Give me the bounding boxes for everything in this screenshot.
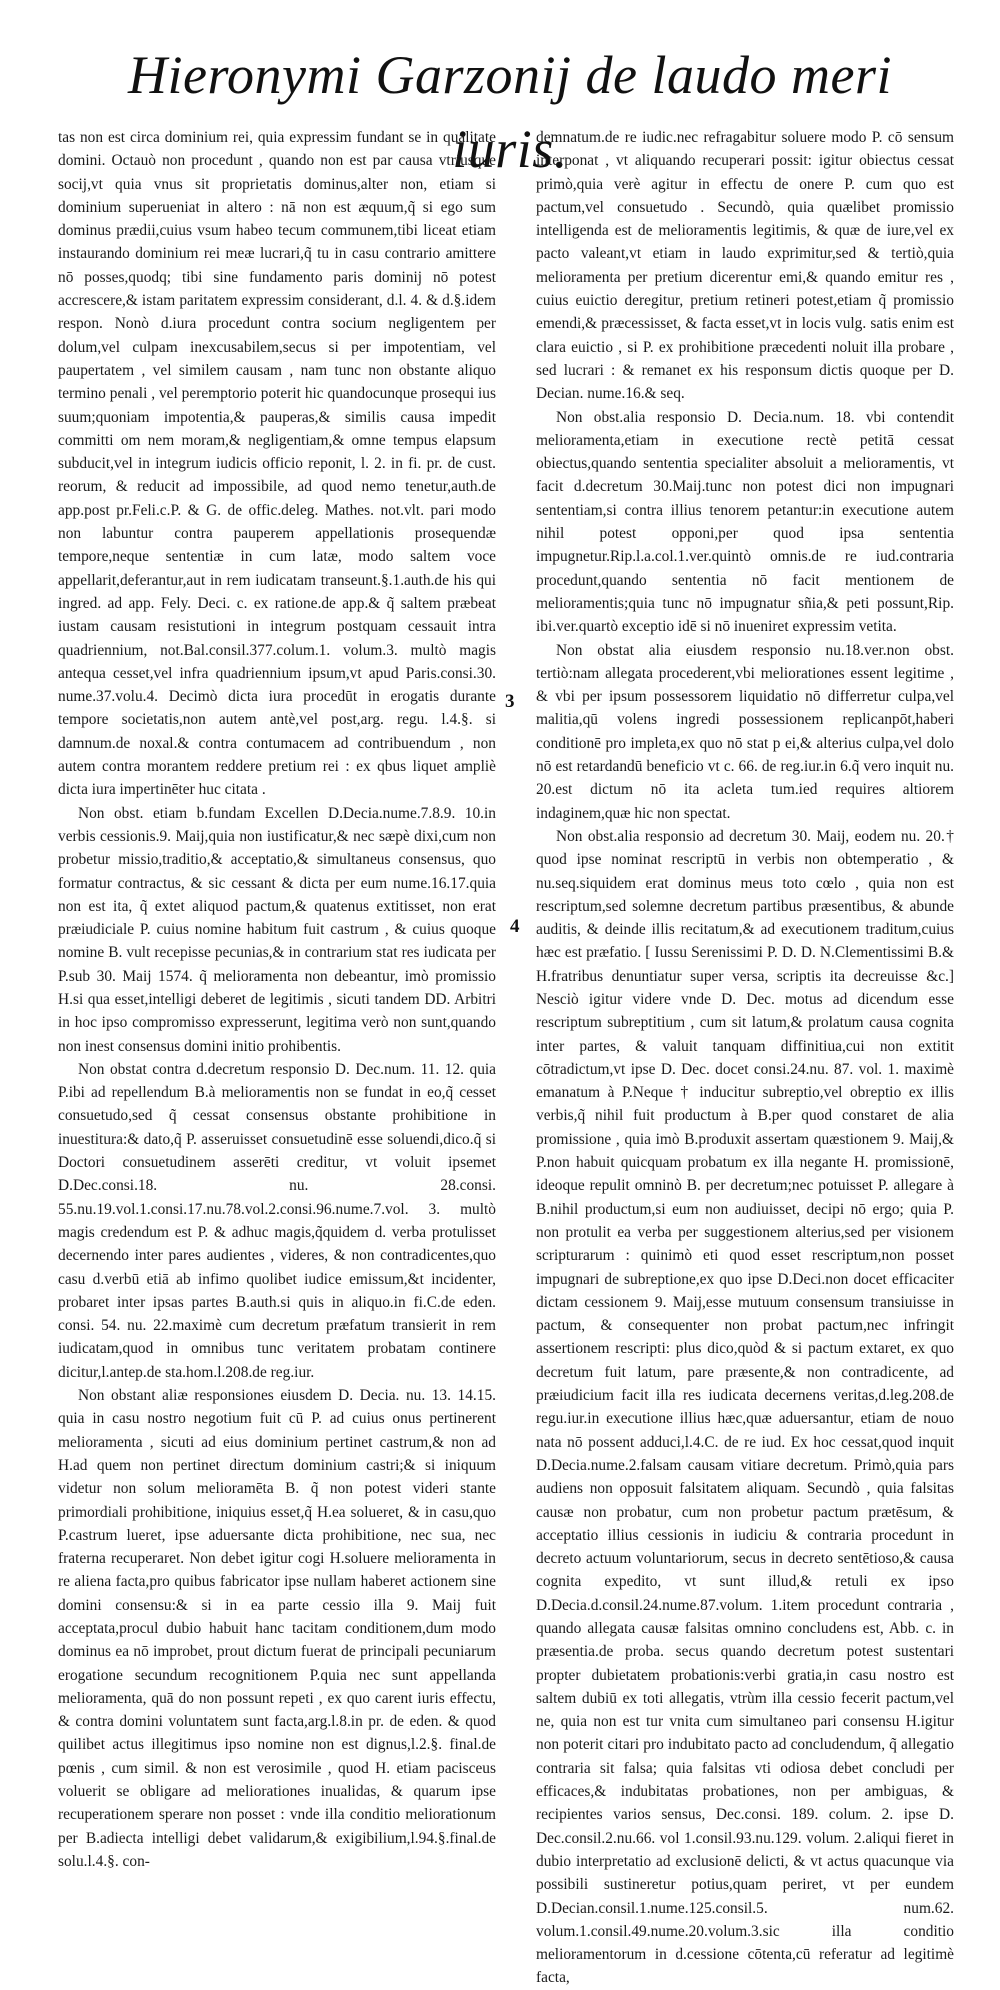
running-title: Hieronymi Garzonij de laudo meri iuris.	[128, 45, 892, 179]
margin-marker: 4	[510, 916, 520, 937]
left-column	[58, 126, 496, 1873]
right-paragraph: demnatum.de re iudic.nec refragabitur soluere modo P. cō sensum interponat , vt aliquando recuperari possit: igitur obiectus cessat primò,quia verè agitur in effectu de onere P. cum quo est pactum,vel consuetudo . Secundò, quia quælibet promissio intelligenda est de melioramentis legitimis, & quæ de iure,vel ex pacto valeant,vt etiam in laudo exprimitur,sed & tertiò,quia melioramenta per pretium dicerentur emi,& quando emitur res , cuius euictio deregitur, pretium retineri potest,etiam q̃ promissio emendi,& præcessisset, & facta esset,vt in locis vulg. satis enim est clara euictio , si P. ex prohibitione præcedenti noluit illa probare , sed lucrari : & remanet ex his responsum dictis quoque per D. Decian. nume.16.& seq.	[536, 129, 954, 403]
margin-marker: 3	[505, 691, 515, 712]
left-paragraph: Non obstat contra d.decretum responsio D. Dec.num. 11. 12. quia P.ibi ad repellendum B.à melioramentis non se fundat in eo,q̃ cesset consuetudo,sed q̃ cessat consensus obstante prohibitione in inuestitura:& dato,q̃ P. asseruisset consuetudinē esse soluendi,dico.q̃ si Doctori consuetudinem asserēti creditur, vt voluit ipsemet D.Dec.consi.18. nu. 28.consi. 55.nu.19.vol.1.consi.17.nu.78.vol.2.consi.96.nume.7.vol. 3. multò magis credendum est P. & adhuc magis,q̃quidem d. verba protulisset decernendo inter pares audientes , videres, & non contradicentes,quo casu d.verbū etiā ab infimo quolibet iudice emissum,&t incidenter, probaret inter ipsas partes B.auth.si quis in aliquo.in fi.C.de eden. consi. 54. nu. 22.maximè cum decretum præfatum transierit in rem iudicatam,quod in omnibus tunc veritatem probatam continere dicitur,l.antep.de sta.hom.l.208.de reg.iur.	[58, 1060, 496, 1381]
left-paragraph: tas non est circa dominium rei, quia expressim fundant se in qualitate domini. Octauò non procedunt , quando non est par causa vtriusque socij,vt quia vnus sit proprietatis dominus,alter non, etiam si dominium superueniat in altero : nā non est æquum,q̃ si ego sum dominus prædii,cuius vsum habeo tecum communem,tibi liceat etiam instaurando dominium rei meæ lucrari,q̃ tu in casu contrario amittere nō posses,quodq; tibi sine fundamento paris dominij nō potest accrescere,& istam paritatem expressim considerant, d.l. 4. & d.§.idem respon. Nonò d.iura procedunt contra socium negligentem per dolum,vel culpam inexcusabilem,secus si per impotentiam, vel paupertatem , vel similem causam , nam tunc non obstante aliquo termino penali , vel peremptorio poterit hic quandocunque prosequi ius suum;quoniam impotentia,& pauperas,& similis causa impedit committi om nem moram,& negligentiam,& omne tempus elapsum subducit,vel in integrum iudicis officio reponit, l. 2. in fi. pr. de cust. reorum, & reducit ad impossibile, ad quod nemo tenetur,auth.de app.post pr.Feli.c.P. & G. de offic.deleg. Mathes. not.vlt. pari modo non labuntur contra pauperem appellationis prosequendæ tempore,neque sententiæ in cum latæ, modo saltem voce appellarit,deferantur,aut in rem iudicatam transeunt.§.1.auth.de his qui ingred. ad app. Fely. Deci. c. ex ratione.de app.& q̃ saltem præbeat iustam causam resistutioni in integrum postquam cessauit intra quadriennium, not.Bal.consil.377.colum.1. volum.3. multò magis antequa cesset,vel infra quadriennium ipsum,vt apud Paris.consi.30. nume.37.volu.4. Decimò dicta iura procedūt in erogatis durante tempore societatis,non autem antè,vel post,arg. regu. l.4.§. si damnum.de noxal.& contra contumacem ad contribuendum , non autem contra morantem reddere pretium rei : ex qbus liquet ampliè dicta iura impertinēter huc citata .	[58, 129, 496, 799]
right-column	[536, 126, 954, 1990]
right-paragraph: Non obst.alia responsio ad decretum 30. Maij, eodem nu. 20.† quod ipse nominat rescriptū in verbis non obtemperatio , & nu.seq.siquidem erat dominus meus toto cœlo , quia non est rescriptum,sed solemne decretum partibus præsentibus, & abunde auditis, & deinde illis recitatum,& ad executionem traditum,cuius hæc est præfatio. [ Iussu Serenissimi P. D. D. N.Clementissimi B.& H.fratribus denuntiatur super versa, scriptis ita decreuisse &c.] Nesciò igitur videre vnde D. Dec. motus ad dicendum esse rescriptum subreptitium , cum sit latum,& prolatum causa cognita inter partes, & valuit tanquam diffinitiua,cui non extitit cōtradictum,vt ipse D. Dec. docet consi.24.nu. 87. vol. 1. maximè emanatum à P.Neque † inducitur subreptio,vel obreptio ex illis verbis,q̃ nihil fuit productum à B.per quod constaret de alia promissione , quia imò B.produxit assertam quæstionem 9. Maij,& P.non habuit quicquam probatum ex illa negante H. promissionē, ideoque repulit omninò B. per decretum;nec potuisset P. allegare à B.nihil productum,si eum non audiuisset, decipi nō ergo; quia P. non protulit ea verba per suggestionem alterius,sed per visionem scripturarum : quinimò eti quod esset rescriptum,non posset impugnari de subreptione,ex quo ipse D.Deci.non docet efficaciter dictam cessionem 9. Maij,esse mutuum consensum transiuisse in pactum, & consequenter non probat pactum,nec infringit assertionem rescripti: plus dico,quòd & si pactum extaret, ex quo decretum fuit latum, pare præsente,& non contradicente, ad præiudicium facit illa res iudicata decernens veritas,d.leg.208.de regu.iur.in executione illius hæc,quæ aduersantur, etiam de nouo nata nō possent adduci,l.4.C. de re iud. Ex hoc cessat,quod inquit D.Decia.nume.2.falsam causam vitiare decretum. Primò,quia pars audiens non opposuit falsitatem aliquam. Secundò , quia falsitas causæ non probatur, cum non probetur pactum prætēsum, & acceptatio illius cessionis in iudiciu & contraria procedunt in decreto actuum voluntariorum, secus in decreto sentētioso,& causa cognita expedito, vt sunt illud,& retuli ex ipso D.Decia.d.consil.24.nume.87.volum. 1.item procedunt contraria , quando allegata causæ falsitas omnino concludens est, Abb. c. in præsentia.de proba. secus quando decretum potest sustentari propter dubietatem probationis:verbi gratia,in casu nostro est saltem dubiū ex toti allegatis, vtrùm illa cessio fecerit pactum,vel ne, quia non est tur vnita cum simultaneo pari consensu H.igitur non poterit citari pro indubitato pacto ad concludendum, q̃ allegatio contraria sit falsa; quia falsitas vti odiosa debet concludi per efficaces,& indubitatas probationes, non per ambiguas, & recipientes varios sensus, Dec.consi. 189. colum. 2. ipse D. Dec.consil.2.nu.66. vol 1.consil.93.nu.129. volum. 2.aliqui fieret in dubio interpretatio ad exclusionē delicti, & vt actus quacunque via possibili sustineretur potius,quam periret, vt per eundem D.Decian.consil.1.nume.125.consil.5. num.62. volum.1.consil.49.nume.20.volum.3.sic illa conditio melioramentorum in d.cessione cōtenta,cū referatur ad legitimè facta,	[536, 827, 954, 1987]
right-paragraph: Non obstat alia eiusdem responsio nu.18.ver.non obst. tertiò:nam allegata procederent,vbi meliorationes essent legitime , & vbi per ipsum possessorem liquidatio nō differretur culpa,vel malitia,qū volens ingredi possessionem replicanpōt,haberi conditionē pro impleta,ex quo nō stat p ei,& alterius culpa,vel dolo nō est retardandū beneficio vt c. 66. de reg.iur.in 6.q̃ vero inquit nu. 20.est dictum nō ita acleta tum.ied requires altiorem indaginem,quæ hic non spectat.	[536, 641, 954, 822]
left-paragraph: Non obstant aliæ responsiones eiusdem D. Decia. nu. 13. 14.15. quia in casu nostro negotium fuit cū P. ad cuius onus pertinerent melioramenta , sicuti ad eius dominium pertinet castrum,& non ad H.ad quem non pertinet directum dominium castri;& si iniquum videtur non solum melioramēta B. q̃ non potest videri stante primordiali prohibitione, iniquius esset,q̃ H.ea solueret, & in casu,quo P.castrum lueret, ipse aduersante dicta prohibitione, nec sua, nec fraterna recuperaret. Non debet igitur cogi H.soluere melioramenta in re aliena facta,pro quibus fabricator ipse nullam haberet actionem sine domini consensu:& si in ea parte cessio illa 9. Maij fuit acceptata,procul dubio habuit hanc tacitam conditionem,dum modo dominus ea nō improbet, prout dictum fuerat de principali pecuniarum erogatione secundum recognitionem P.quia nec sunt appellanda melioramenta, quā do non possunt repeti , ex quo carent iuris effectu, & contra domini voluntatem sunt facta,arg.l.8.in pr. de eden. & quod quilibet actus illegitimus ipso nomine non est dignus,l.2.§. final.de pœnis , cum simil. & non est verosimile , quod H. etiam pacisceus voluerit se obligare ad meliorationes inualidas, & quarum ipse recuperationem sperare non posset : vnde illa conditio meliorationum per B.adiecta intelligi debet validarum,& exigibilium,l.94.§.final.de solu.l.4.§. con-	[58, 1387, 496, 1870]
right-paragraph: Non obst.alia responsio D. Decia.num. 18. vbi contendit melioramenta,etiam in executione rectè petitā cessat obiectus,quando sententia specialiter absoluit a melioramentis, vt facit d.decretum 30.Maij.tunc non potest dici non impugnari sententiam,si contra illius tenorem petantur:in executione autem nihil potest opponi,per quod ipsa sententia impugnetur.Rip.l.a.col.1.ver.quintò omnis.de re iud.contraria procedunt,quando sententia nō facit mentionem de melioramentis;quia tunc nō impugnatur sñia,& peti possunt,Rip. ibi.ver.quartò exceptio idē si nō inueniret expressim vetita.	[536, 408, 954, 636]
left-paragraph: Non obst. etiam b.fundam Excellen D.Decia.nume.7.8.9. 10.in verbis cessionis.9. Maij,quia non iustificatur,& nec sæpè dixi,cum non probetur missio,traditio,& acceptatio,& simultaneus consensus, quo formatur contractus, & sic cessant & dicta per eum nume.16.17.quia non est ita, q̃ extet aliquod pactum,& quatenus extitisset, non erat præiudiciale P. cuius nomine habitum fuit castrum , & cuius quoque nomine B. vult recepisse pecunias,& in contrarium stat res iudicata per P.sub 30. Maij 1574. q̃ melioramenta non debeantur, imò promissio H.si qua esset,intelligi deberet de legitimis , sicuti tandem DD. Arbitri in hoc ipso compromisso expresserunt, legitima verò non sunt,quando non inest consensus domini initio prohibentis.	[58, 804, 496, 1055]
